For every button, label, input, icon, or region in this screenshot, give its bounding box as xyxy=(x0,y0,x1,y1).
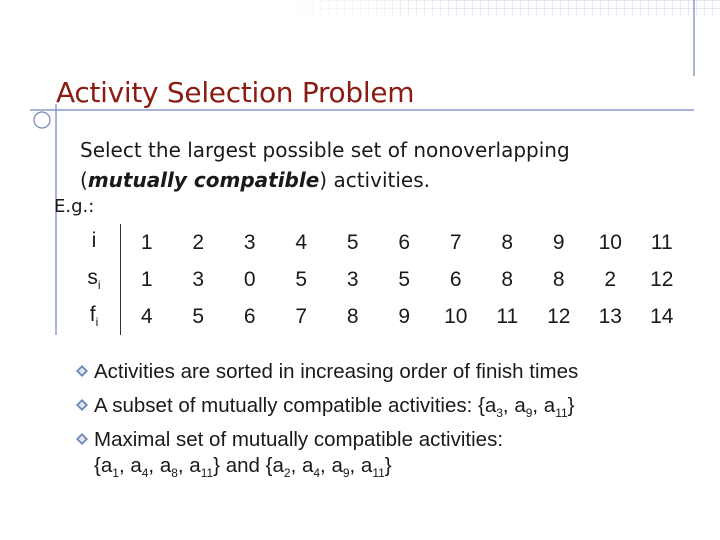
subtitle-line1: Select the largest possible set of nonoverlapping xyxy=(80,138,570,162)
table-cell: 5 xyxy=(398,267,411,291)
subtitle-line2: (mutually compatible) activities. xyxy=(80,168,430,192)
title-circle-ornament xyxy=(34,112,50,128)
table-cell: 13 xyxy=(598,304,622,328)
bullet-list xyxy=(76,357,578,486)
bullet-continuation: {$a_1$, $a_4$, $a_8$, $a_{11}$} and {$a_2$, $a_4$, $a_9$, $a_{11}$} xyxy=(94,454,392,481)
activity-table xyxy=(68,224,688,335)
table-cell: 10 xyxy=(598,230,622,254)
table-cell: 7 xyxy=(295,304,308,328)
table-cell: 1 xyxy=(140,230,153,254)
table-cell: 6 xyxy=(449,267,462,291)
slide-title: Activity Selection Problem xyxy=(56,76,415,109)
row-header-i: i xyxy=(68,224,121,261)
bullet-item: Maximal set of mutually compatible activities: xyxy=(76,425,578,453)
table-cell: 3 xyxy=(192,267,205,291)
table-row-index xyxy=(68,224,688,261)
table-cell: 4 xyxy=(140,304,153,328)
top-grid-fade xyxy=(270,0,470,16)
table-cell: 5 xyxy=(346,230,359,254)
table-cell: 9 xyxy=(552,230,565,254)
diamond-bullet-icon xyxy=(76,433,88,445)
example-label: E.g.: xyxy=(54,196,95,217)
table-cell: 6 xyxy=(243,304,256,328)
table-cell: 8 xyxy=(346,304,359,328)
table-cell: 8 xyxy=(552,267,565,291)
table-cell: 11 xyxy=(650,230,673,254)
subtitle xyxy=(80,135,570,195)
table-cell: 8 xyxy=(501,267,514,291)
table-cell: 12 xyxy=(547,304,571,328)
table-cell: 3 xyxy=(346,267,359,291)
row-header-f: $f_i$ xyxy=(68,298,121,335)
table-cell: 2 xyxy=(192,230,205,254)
table-cell: 0 xyxy=(243,267,256,291)
subtitle-emphasis: mutually compatible xyxy=(87,168,320,192)
table-cell: 8 xyxy=(501,230,514,254)
table-cell: 10 xyxy=(444,304,468,328)
bullet-item: A subset of mutually compatible activities: {$a_3$, $a_9$, $a_{11}$} xyxy=(76,391,578,425)
table-cell: 9 xyxy=(398,304,411,328)
table-cell: 7 xyxy=(449,230,462,254)
table-cell: 2 xyxy=(604,267,617,291)
table-cell: 5 xyxy=(295,267,308,291)
table-cell: 12 xyxy=(650,267,674,291)
table-cell: 3 xyxy=(243,230,256,254)
table-row-start xyxy=(68,261,688,298)
table-row-finish xyxy=(68,298,688,335)
diamond-bullet-icon xyxy=(76,365,88,377)
row-header-s: $s_i$ xyxy=(68,261,121,298)
diamond-bullet-icon xyxy=(76,399,88,411)
table-cell: 6 xyxy=(398,230,411,254)
table-cell: 11 xyxy=(496,304,519,328)
bullet-item: Activities are sorted in increasing order of finish times xyxy=(76,357,578,391)
table-cell: 4 xyxy=(295,230,308,254)
table-cell: 5 xyxy=(192,304,205,328)
table-cell: 1 xyxy=(140,267,153,291)
table-cell: 14 xyxy=(650,304,674,328)
